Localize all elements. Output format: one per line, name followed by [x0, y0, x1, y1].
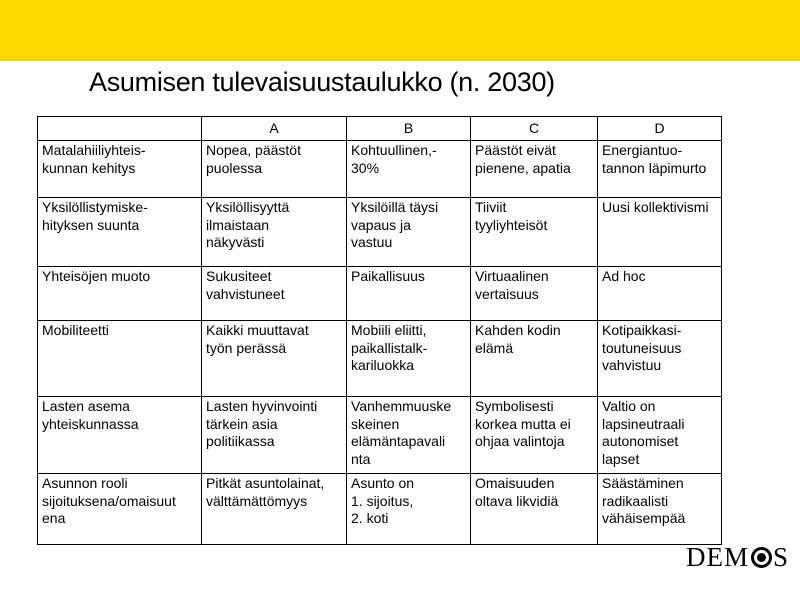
logo-text-start: DEM — [686, 542, 749, 572]
table-cell: Yksilöillä täysi vapaus ja vastuu — [347, 198, 471, 267]
table-cell: Kahden kodin elämä — [471, 321, 598, 397]
row-label: Yhteisöjen muoto — [38, 267, 202, 321]
table-row — [38, 397, 722, 474]
table-cell: Päästöt eivät pienene, apatia — [471, 141, 598, 198]
table-cell: Yksilöllisyyttä ilmaistaan näkyvästi — [202, 198, 347, 267]
scenario-table — [37, 116, 722, 545]
table-row — [38, 141, 722, 198]
table-cell: Kotipaikkasi- toutuneisuus vahvistuu — [598, 321, 722, 397]
table-cell: Virtuaalinen vertaisuus — [471, 267, 598, 321]
header-cell-b: B — [347, 117, 471, 141]
header-cell-d: D — [598, 117, 722, 141]
logo-o-icon — [751, 547, 772, 568]
row-label: Matalahiiliyhteis- kunnan kehitys — [38, 141, 202, 198]
table-cell: Symbolisesti korkea mutta ei ohjaa valintoja — [471, 397, 598, 474]
row-label: Yksilöllistymiske- hityksen suunta — [38, 198, 202, 267]
header-row — [38, 117, 722, 141]
table-cell: Ad hoc — [598, 267, 722, 321]
logo-text-end: S — [773, 542, 790, 572]
table-cell: Valtio on lapsineutraali autonomiset lapset — [598, 397, 722, 474]
slide-title: Asumisen tulevaisuustaulukko (n. 2030) — [89, 67, 555, 97]
table-cell: Vanhemmuuske skeinen elämäntapavali nta — [347, 397, 471, 474]
row-label: Asunnon rooli sijoituksena/omaisuut ena — [38, 474, 202, 545]
table-row — [38, 198, 722, 267]
header-cell-c: C — [471, 117, 598, 141]
table-row — [38, 267, 722, 321]
demos-logo — [686, 542, 789, 572]
table-cell: Lasten hyvinvointi tärkein asia politiikassa — [202, 397, 347, 474]
row-label: Mobiliteetti — [38, 321, 202, 397]
table-row — [38, 474, 722, 545]
table-cell: Tiiviit tyyliyhteisöt — [471, 198, 598, 267]
table-cell: Energiantuo- tannon läpimurto — [598, 141, 722, 198]
table-cell: Nopea, päästöt puolessa — [202, 141, 347, 198]
row-label: Lasten asema yhteiskunnassa — [38, 397, 202, 474]
table-cell: Paikallisuus — [347, 267, 471, 321]
table-cell: Uusi kollektivismi — [598, 198, 722, 267]
header-cell-a: A — [202, 117, 347, 141]
header-cell-empty — [38, 117, 202, 141]
table-cell: Omaisuuden oltava likvidiä — [471, 474, 598, 545]
table-cell: Sukusiteet vahvistuneet — [202, 267, 347, 321]
table-cell: Kaikki muuttavat työn perässä — [202, 321, 347, 397]
table-cell: Mobiili eliitti, paikallistalk- kariluokka — [347, 321, 471, 397]
table-row — [38, 321, 722, 397]
table-cell: Asunto on 1. sijoitus, 2. koti — [347, 474, 471, 545]
table-cell: Pitkät asuntolainat, välttämättömyys — [202, 474, 347, 545]
header-band — [0, 0, 800, 61]
table-cell: Kohtuullinen,- 30% — [347, 141, 471, 198]
table-cell: Säästäminen radikaalisti vähäisempää — [598, 474, 722, 545]
